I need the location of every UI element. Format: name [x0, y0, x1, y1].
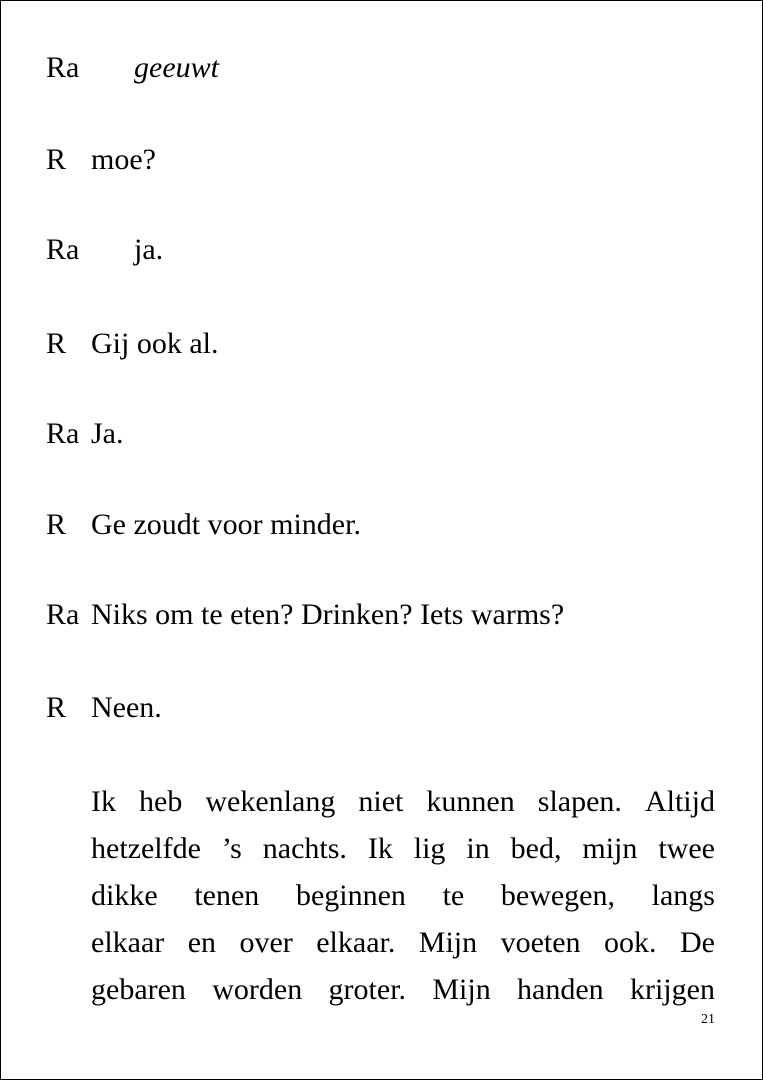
paragraph-line: dikke tenen beginnen te bewegen, langs — [91, 879, 715, 912]
paragraph-line: gebaren worden groter. Mijn handen krijgen — [91, 973, 715, 1006]
dialogue-text: Niks om te eten? Drinken? Iets warms? — [91, 598, 565, 631]
paragraph-line: hetzelfde ’s nachts. Ik lig in bed, mijn twee — [91, 832, 715, 865]
speaker-label: Ra — [46, 598, 80, 631]
dialogue-text: Neen. — [91, 691, 162, 724]
speaker-label: R — [46, 508, 67, 541]
speaker-label: R — [46, 327, 67, 360]
stage-direction: geeuwt — [134, 51, 219, 84]
dialogue-text: Ja. — [91, 417, 124, 450]
paragraph-line: elkaar en over elkaar. Mijn voeten ook. De — [91, 926, 715, 959]
speaker-label: R — [46, 143, 67, 176]
dialogue-text: Gij ook al. — [91, 327, 219, 360]
dialogue-text: moe? — [91, 143, 156, 176]
speaker-label: Ra — [46, 233, 80, 266]
dialogue-text: Ge zoudt voor minder. — [91, 508, 361, 541]
speaker-label: R — [46, 691, 67, 724]
speaker-label: Ra — [46, 417, 80, 450]
page-number: 21 — [701, 1012, 715, 1027]
speaker-label: Ra — [46, 51, 80, 84]
paragraph-line: Ik heb wekenlang niet kunnen slapen. Altijd — [91, 785, 715, 818]
dialogue-text: ja. — [134, 233, 164, 266]
body-paragraph — [91, 778, 715, 1013]
